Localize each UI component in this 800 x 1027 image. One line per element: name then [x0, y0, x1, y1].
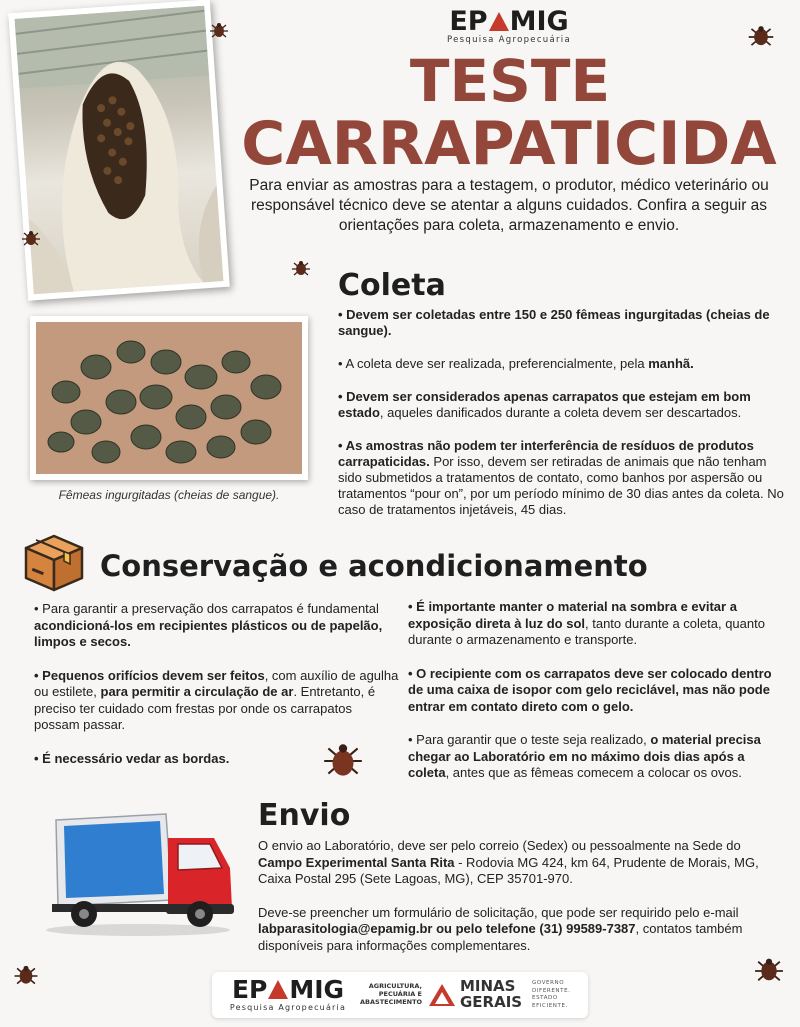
logo-wordmark: EP MIG [231, 975, 345, 1004]
footer-gov-slogan [532, 980, 571, 1010]
title-line-2: CARRAPATICIDA [241, 109, 777, 179]
item-text: , antes que as fêmeas comecem a colocar os ovos. [445, 765, 742, 780]
conservacao-item [34, 751, 399, 768]
tick-icon [746, 22, 776, 52]
item-text: , tanto durante a coleta, quanto durante o armazenamento e transporte. [408, 615, 765, 647]
coleta-item-text: • A coleta deve ser realizada, preferencialmente, pela [338, 356, 649, 371]
epamig-logo [444, 8, 574, 44]
envio-text: - Rodovia MG 424, km 64, Prudente de Morais, MG, Caixa Postal 295 (Sete Lagoas, MG), CEP 35701-970. [258, 854, 759, 886]
item-bold: o material precisa chegar ao Laboratório em no máximo dois dias após a coleta [408, 732, 761, 780]
conservacao-item [34, 668, 399, 734]
coleta-item-bold: • Devem ser coletadas entre 150 e 250 fêmeas ingurgitadas (cheias de sangue). [338, 307, 770, 338]
conservacao-left-list [34, 601, 399, 784]
coleta-item-bold: • Devem ser considerados apenas carrapatos que estejam em bom estado [338, 389, 751, 420]
photo-caption: Fêmeas ingurgitadas (cheias de sangue). [58, 488, 280, 502]
envio-paragraph [258, 905, 788, 955]
coleta-item [338, 389, 788, 421]
coleta-item [338, 356, 788, 372]
footer-epamig-logo [222, 977, 354, 1012]
minas-gerais-triangle-icon [428, 982, 456, 1008]
item-text: • Para garantir a preservação dos carrapatos é fundamental [34, 601, 379, 616]
coleta-heading: Coleta [338, 268, 446, 303]
box-icon [20, 530, 88, 594]
cattle-ear-illustration [15, 6, 224, 295]
coleta-list [338, 307, 788, 535]
conservacao-right-list [408, 599, 788, 799]
tick-icon [290, 258, 312, 280]
gov-line: GOVERNO [532, 980, 565, 986]
coleta-item-text: , aqueles danificados durante a coleta devem ser descartados. [379, 405, 742, 420]
conservacao-item [408, 732, 788, 782]
item-bold: • É importante manter o material na sombra e evitar a exposição direta à luz do sol [408, 599, 737, 631]
tick-icon [208, 20, 230, 42]
item-bold: acondicioná-los em recipientes plásticos ou de papelão, limpos e secos. [34, 617, 383, 649]
envio-body [258, 838, 788, 971]
coleta-item [338, 438, 788, 518]
logo-subtitle: Pesquisa Agropecuária [229, 1003, 347, 1012]
footer-logos [212, 972, 588, 1018]
envio-text: Deve-se preencher um formulário de solicitação, que pode ser requirido pelo e-mail [258, 904, 739, 920]
item-bold: para permitir a circulação de ar [100, 684, 294, 699]
conservacao-item [408, 599, 788, 649]
logo-subtitle: Pesquisa Agropecuária [447, 35, 571, 45]
intro-text: Para enviar as amostras para a testagem, o produtor, médico veterinário ou responsável técnico deve se atentar a alguns cuidados. Confira a seguir as orientações para coleta, armazenamento e envio. [249, 177, 769, 234]
item-bold: • É necessário vedar as bordas. [34, 750, 230, 766]
tick-icon [12, 962, 40, 990]
logo-wordmark: EP MIG [449, 6, 569, 37]
coleta-item-text: Por isso, devem ser retiradas de animais que não tenham sido submetidos a tratamentos de contato, como banhos por aspersão ou tratamentos “pour on”, por um período mínimo de 30 dias antes da coleta. No caso de tratamentos injetáveis, 45 dias. [338, 454, 784, 517]
envio-text: O envio ao Laboratório, deve ser pelo correio (Sedex) ou pessoalmente na Sede do [258, 838, 741, 853]
conservacao-item [34, 601, 399, 651]
photo-engorged-ticks [30, 316, 308, 480]
photo-cattle-ear [8, 0, 230, 301]
conservacao-item [408, 666, 788, 716]
envio-heading: Envio [258, 798, 351, 833]
envio-bold: Campo Experimental Santa Rita [258, 854, 455, 870]
coleta-item [338, 307, 788, 339]
item-text: • Para garantir que o teste seja realizado, [408, 732, 651, 747]
tick-icon [20, 228, 42, 250]
coleta-item-bold: • As amostras não podem ter interferência de resíduos de produtos carrapaticidas. [338, 438, 754, 469]
item-bold: • Pequenos orifícios devem ser feitos [34, 667, 265, 683]
truck-icon [38, 808, 238, 938]
conservacao-heading: Conservação e acondicionamento [100, 549, 648, 583]
footer-agri-text: AGRICULTURA, PECUÁRIA E ABASTECIMENTO [360, 982, 423, 1006]
title-line-1: TESTE [409, 47, 611, 115]
gov-line: EFICIENTE. [532, 1002, 568, 1009]
ticks-in-hand-illustration [36, 322, 302, 474]
envio-paragraph [258, 838, 788, 888]
gov-line: DIFERENTE. [532, 987, 571, 994]
coleta-item-bold: manhã. [648, 356, 694, 371]
mg-line: GERAIS [460, 993, 523, 1011]
mg-line: MINAS [460, 977, 516, 995]
gov-line: ESTADO [532, 995, 558, 1001]
envio-text: , contatos também disponíveis para informações complementares. [258, 921, 743, 953]
item-text: . Entretanto, é preciso ter cuidado com frestas por onde os carrapatos possam passar. [34, 684, 376, 732]
item-text: , com auxílio de agulha ou estilete, [34, 667, 399, 699]
envio-contact: labparasitologia@epamig.br ou pelo telefone (31) 99589-7387 [258, 921, 636, 936]
item-bold: • O recipiente com os carrapatos deve ser colocado dentro de uma caixa de isopor com gelo reciclável, mas não pode entrar em contato direto com o gelo. [408, 665, 772, 714]
footer-minas-gerais [460, 978, 522, 1010]
